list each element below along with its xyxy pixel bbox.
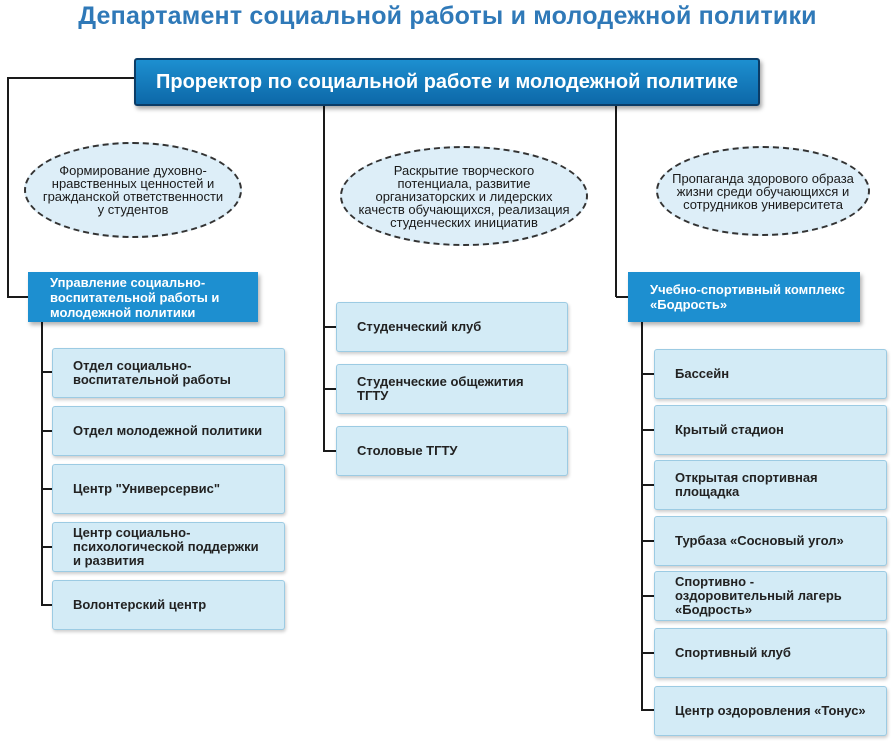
right-item: Спортивно - оздоровительный лагерь «Бодрость»: [654, 571, 887, 621]
dept-right: Учебно-спортивный комплекс «Бодрость»: [628, 272, 860, 322]
dept-left: Управление социально-воспитательной работы и молодежной политики: [28, 272, 258, 322]
right-item: Спортивный клуб: [654, 628, 887, 678]
goal-oval-right: Пропаганда здорового образа жизни среди обучающихся и сотрудников университета: [656, 146, 870, 236]
left-item: Волонтерский центр: [52, 580, 285, 630]
left-item: Центр "Универсервис": [52, 464, 285, 514]
right-item: Центр оздоровления «Тонус»: [654, 686, 887, 736]
goal-oval-left: Формирование духовно-нравственных ценностей и гражданской ответственности у студентов: [24, 142, 242, 238]
left-item: Отдел социально-воспитательной работы: [52, 348, 285, 398]
left-item: Отдел молодежной политики: [52, 406, 285, 456]
goal-oval-middle: Раскрытие творческого потенциала, развитие организаторских и лидерских качеств обучающихся, реализация студенческих инициатив: [340, 146, 588, 246]
middle-item: Студенческие общежития ТГТУ: [336, 364, 568, 414]
right-item: Открытая спортивная площадка: [654, 460, 887, 510]
page-title: Департамент социальной работы и молодежной политики: [78, 2, 817, 30]
middle-item: Студенческий клуб: [336, 302, 568, 352]
right-item: Турбаза «Сосновый угол»: [654, 516, 887, 566]
right-item: Бассейн: [654, 349, 887, 399]
left-item: Центр социально-психологической поддержки и развития: [52, 522, 285, 572]
middle-item: Столовые ТГТУ: [336, 426, 568, 476]
head-box-prorector: Проректор по социальной работе и молодежной политике: [134, 58, 760, 106]
right-item: Крытый стадион: [654, 405, 887, 455]
